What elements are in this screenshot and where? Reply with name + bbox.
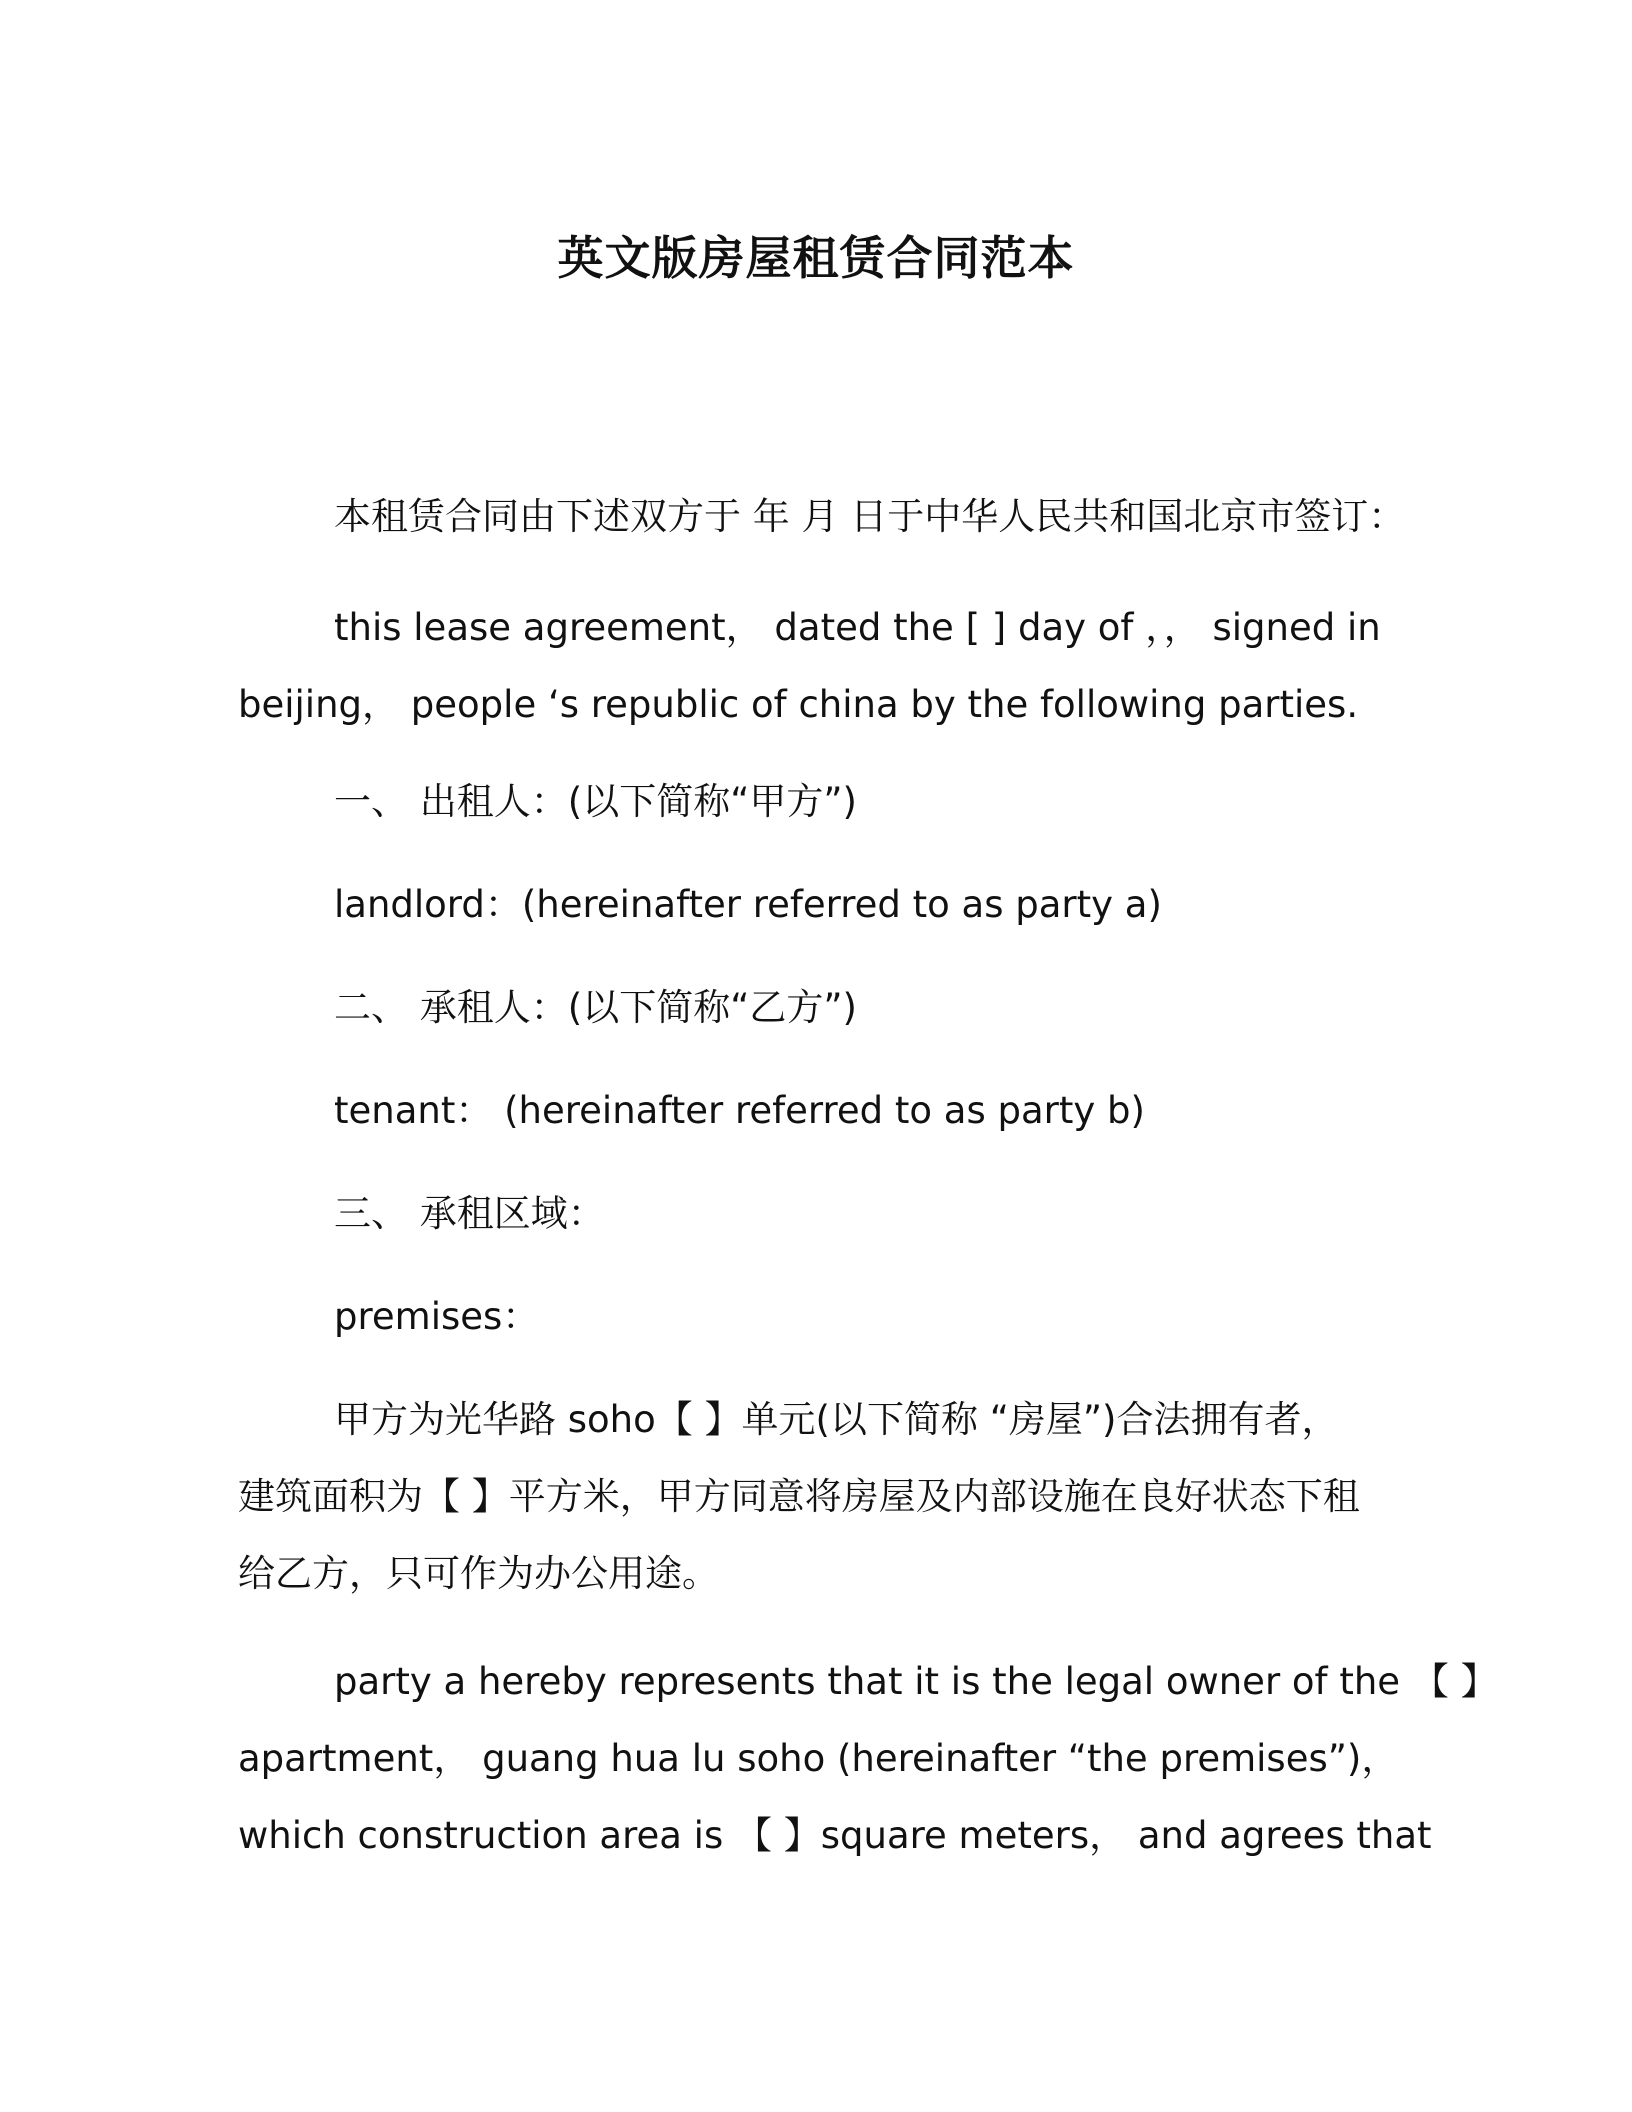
paragraph-line: which construction area is 【 】square meters， and agrees that (238, 1814, 1432, 1857)
paragraph-signing-intro-cn (238, 478, 1418, 555)
paragraph-signing-intro-en (238, 589, 1418, 743)
paragraph-line: beijing， people ‘s republic of china by the following parties. (238, 683, 1359, 726)
paragraph-line: 三、 承租区域： (334, 1192, 605, 1235)
paragraph-line: 给乙方，只可作为办公用途。 (238, 1552, 719, 1595)
section-heading-landlord-cn (238, 763, 1418, 840)
paragraph-line: 甲方为光华路 soho【 】单元(以下简称 “房屋”)合法拥有者， (334, 1398, 1339, 1441)
paragraph-line: 二、 承租人：(以下简称“乙方”) (334, 986, 857, 1029)
paragraph-line: 一、 出租人：(以下简称“甲方”) (334, 780, 857, 823)
paragraph-premises-en (238, 1643, 1498, 1874)
paragraph-line: apartment， guang hua lu soho (hereinafter “the premises”)， (238, 1737, 1399, 1780)
paragraph-line: this lease agreement， dated the [ ] day of ，， signed in (334, 606, 1381, 649)
section-heading-premises-en (238, 1278, 1418, 1355)
section-heading-tenant-en (238, 1072, 1418, 1149)
paragraph-line: tenant： (hereinafter referred to as party b) (334, 1089, 1145, 1132)
paragraph-line: landlord：(hereinafter referred to as party a) (334, 883, 1162, 926)
paragraph-line: 本租赁合同由下述双方于 年 月 日于中华人民共和国北京市签订： (334, 495, 1406, 538)
section-heading-premises-cn (238, 1175, 1418, 1252)
section-heading-landlord-en (238, 866, 1418, 943)
paragraph-premises-cn (238, 1381, 1418, 1612)
paragraph-line: 建筑面积为【 】平方米，甲方同意将房屋及内部设施在良好状态下租 (238, 1475, 1360, 1518)
section-heading-tenant-cn (238, 969, 1418, 1046)
document-title: 英文版房屋租赁合同范本 (557, 231, 1075, 285)
paragraph-line: premises： (334, 1295, 540, 1338)
paragraph-line: party a hereby represents that it is the legal owner of the 【 】 (334, 1660, 1498, 1703)
